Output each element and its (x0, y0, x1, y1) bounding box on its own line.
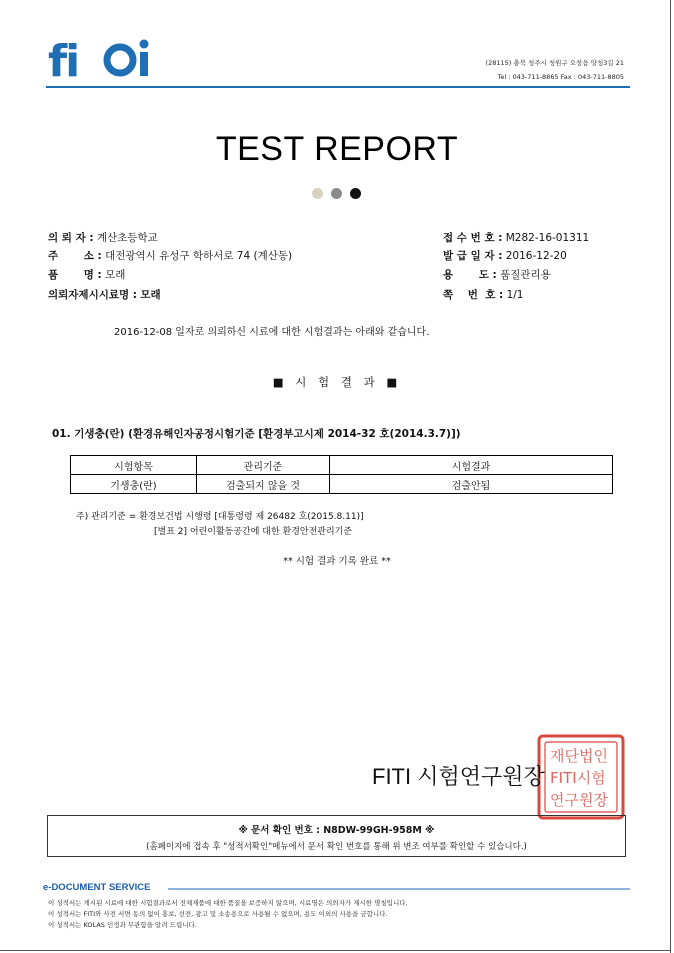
field-label: 쪽 번 호 : (443, 289, 504, 301)
document-number: ※ 문서 확인 번호 : N8DW-99GH-958M ※ (238, 825, 435, 836)
table-cell: 검출되지 않을 것 (197, 475, 330, 494)
result-heading: ■ 시 험 결 과 ■ (272, 375, 402, 389)
field-value: 대전광역시 유성구 학하서로 74 (계산동) (105, 250, 293, 262)
note-line-1: 주) 관리기준 = 환경보건법 시행령 [대통령령 제 26482 호(2015.8.11)] (76, 512, 364, 522)
table-header: 시험항목 (71, 456, 197, 475)
field-item (48, 268, 125, 282)
intro-text: 2016-12-08 일자로 의뢰하신 시료에 대한 시험결과는 아래와 같습니다. (114, 327, 430, 338)
footer-line: 이 성적서는 FITI와 사전 서면 동의 없이 홍보, 선전, 광고 및 소송용으로 사용될 수 없으며, 용도 이외의 사용을 금합니다. (48, 910, 388, 918)
svg-text:재단법인: 재단법인 (550, 747, 608, 765)
field-sample (48, 288, 161, 302)
svg-text:FITI시험: FITI시험 (550, 769, 606, 787)
field-label: 의뢰자제시시료명 : (48, 289, 137, 301)
page-border-bottom (0, 950, 671, 951)
field-value: 품질관리용 (500, 269, 551, 281)
field-issue-date (443, 249, 567, 263)
address-line: (28115) 충북 청주시 청원구 오창읍 양청3길 21 (485, 59, 624, 67)
table-row (71, 475, 613, 494)
field-value: 계산초등학교 (96, 232, 158, 244)
completion-note: ** 시험 결과 기록 완료 ** (283, 556, 391, 567)
field-value: 2016-12-20 (505, 250, 567, 262)
report-title: TEST REPORT (215, 130, 459, 168)
company-address (486, 56, 624, 84)
fiti-logo (48, 38, 152, 82)
field-purpose (443, 268, 551, 282)
field-receipt-no (443, 231, 589, 245)
header-rule (46, 86, 630, 88)
table-header: 관리기준 (197, 456, 330, 475)
field-value: 모래 (140, 289, 161, 301)
footer-line: 이 성적서는 게시된 시료에 대한 시험결과로서 전체제품에 대한 품질을 보증하지 않으며, 시료명은 의뢰자가 제시한 명칭입니다. (48, 899, 408, 907)
table-header-row (71, 456, 613, 475)
document-verification-box (47, 815, 626, 857)
table-cell: 검출안됨 (330, 475, 613, 494)
note-line-2: [별표 2] 어린이활동공간에 대한 환경안전관리기준 (154, 527, 353, 537)
title-dots (312, 188, 361, 199)
svg-text:fi: fi (48, 38, 79, 82)
dot-dark (350, 188, 361, 199)
dot-light (312, 188, 323, 199)
field-page (443, 288, 523, 302)
document-verification-note: (홈페이지에 접속 후 "성적서확인"메뉴에서 문서 확인 번호를 통해 위 변조 여부를 확인할 수 있습니다.) (146, 842, 527, 852)
field-value: 1/1 (506, 289, 524, 301)
table-header: 시험결과 (330, 456, 613, 475)
field-label: 접 수 번 호 : (443, 232, 503, 244)
contact-line: Tel : 043-711-8865 Fax : 043-711-8805 (497, 73, 624, 81)
field-value: M282-16-01311 (505, 232, 590, 244)
field-value: 모래 (105, 269, 126, 281)
field-label: 주 소 : (48, 250, 102, 262)
svg-text:연구원장: 연구원장 (550, 791, 608, 809)
field-label: 품 명 : (48, 269, 102, 281)
field-label: 의 뢰 자 : (48, 232, 94, 244)
footer-line: 이 성적서는 KOLAS 인정과 무관함을 알려 드립니다. (48, 921, 197, 929)
field-label: 용 도 : (443, 269, 497, 281)
edocument-brand: e-DOCUMENT SERVICE (43, 882, 151, 893)
section-title: 01. 기생충(란) (환경유해인자공정시험기준 [환경부고시제 2014-32 호(2014.3.7)]) (52, 428, 461, 440)
field-address (48, 249, 292, 263)
dot-mid (331, 188, 342, 199)
official-seal (536, 733, 626, 821)
results-table (70, 455, 613, 494)
table-cell: 기생충(란) (71, 475, 197, 494)
field-client (48, 231, 158, 245)
field-label: 발 급 일 자 : (443, 250, 503, 262)
footer-rule (168, 888, 630, 890)
signature: FITI 시험연구원장 (372, 764, 545, 789)
